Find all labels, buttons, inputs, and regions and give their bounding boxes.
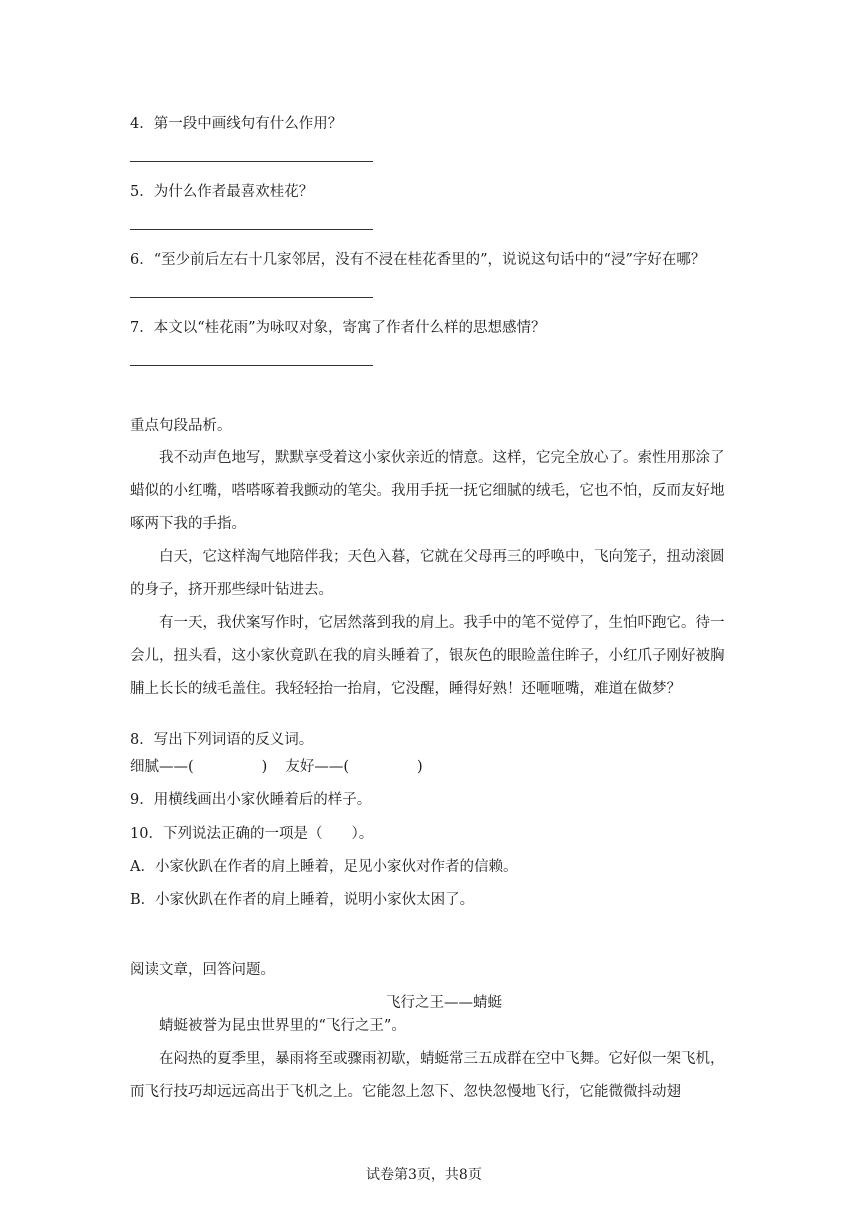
article-paragraph-1-text: 蜻蜓被誉为昆虫世界里的“飞行之王”。 [159,1018,406,1034]
question-6: 6．“至少前后左右十几家邻居，没有不浸在桂花香里的”，说说这句话中的“浸”字好在哪？ [130,252,706,268]
page-number-footer: 试卷第3页，共8页 [366,1167,482,1183]
answer-line-5 [130,229,373,230]
passage-paragraph-1-text: 我不动声色地写，默默享受着这小家伙亲近的情意。这样，它完全放心了。索性用那涂了蜡似的小红嘴，嗒嗒啄着我颤动的笔尖。我用手抚一抚它细腻的绒毛，它也不怕，反而友好地啄两下我的手指。 [130,450,725,532]
passage-paragraph-2 [130,541,730,607]
section-heading-reading: 阅读文章，回答问题。 [130,962,275,978]
question-8: 8．写出下列词语的反义词。 [130,732,314,748]
passage-paragraph-1 [130,442,730,541]
article-title: 飞行之王——蜻蜓 [386,995,502,1011]
option-b[interactable]: B．小家伙趴在作者的肩上睡着，说明小家伙太困了。 [130,892,475,908]
antonym-row [130,755,423,776]
section-heading-analysis: 重点句段品析。 [130,418,232,434]
antonym-item-1-word: 细腻——( [130,759,194,775]
question-7: 7．本文以“桂花雨”为咏叹对象，寄寓了作者什么样的思想感情？ [130,320,546,336]
answer-line-4 [130,161,373,162]
question-9: 9．用横线画出小家伙睡着后的样子。 [130,792,372,808]
antonym-item-2-close: ) [417,759,423,775]
article-paragraph-2 [130,1043,730,1109]
passage-paragraph-3 [130,607,730,706]
option-a[interactable]: A．小家伙趴在作者的肩上睡着，足见小家伙对作者的信赖。 [130,859,518,875]
article-paragraph-2-text: 在闷热的夏季里，暴雨将至或骤雨初歇，蜻蜓常三五成群在空中飞舞。它好似一架飞机，而飞行技巧却远远高出于飞机之上。它能忽上忽下、忽快忽慢地飞行，它能微微抖动翅 [130,1051,725,1100]
question-4: 4．第一段中画线句有什么作用？ [130,116,343,132]
article-paragraph-1 [130,1010,730,1043]
antonym-item-2-word: 友好——( [285,759,350,775]
question-10: 10．下列说法正确的一项是（ ）。 [130,826,374,842]
antonym-item-1-close: ) [261,759,268,775]
answer-line-7 [130,365,373,366]
question-5: 5．为什么作者最喜欢桂花？ [130,184,314,200]
passage-paragraph-2-text: 白天，它这样淘气地陪伴我；天色入暮，它就在父母再三的呼唤中，飞向笼子，扭动滚圆的身子，挤开那些绿叶钻进去。 [130,549,725,598]
answer-line-6 [130,297,373,298]
passage-paragraph-3-text: 有一天，我伏案写作时，它居然落到我的肩上。我手中的笔不觉停了，生怕吓跑它。待一会儿，扭头看，这小家伙竟趴在我的肩头睡着了，银灰色的眼睑盖住眸子，小红爪子刚好被胸脯上长长的绒毛盖住。我轻轻抬一抬肩，它没醒，睡得好熟！还咂咂嘴，难道在做梦？ [130,615,725,697]
